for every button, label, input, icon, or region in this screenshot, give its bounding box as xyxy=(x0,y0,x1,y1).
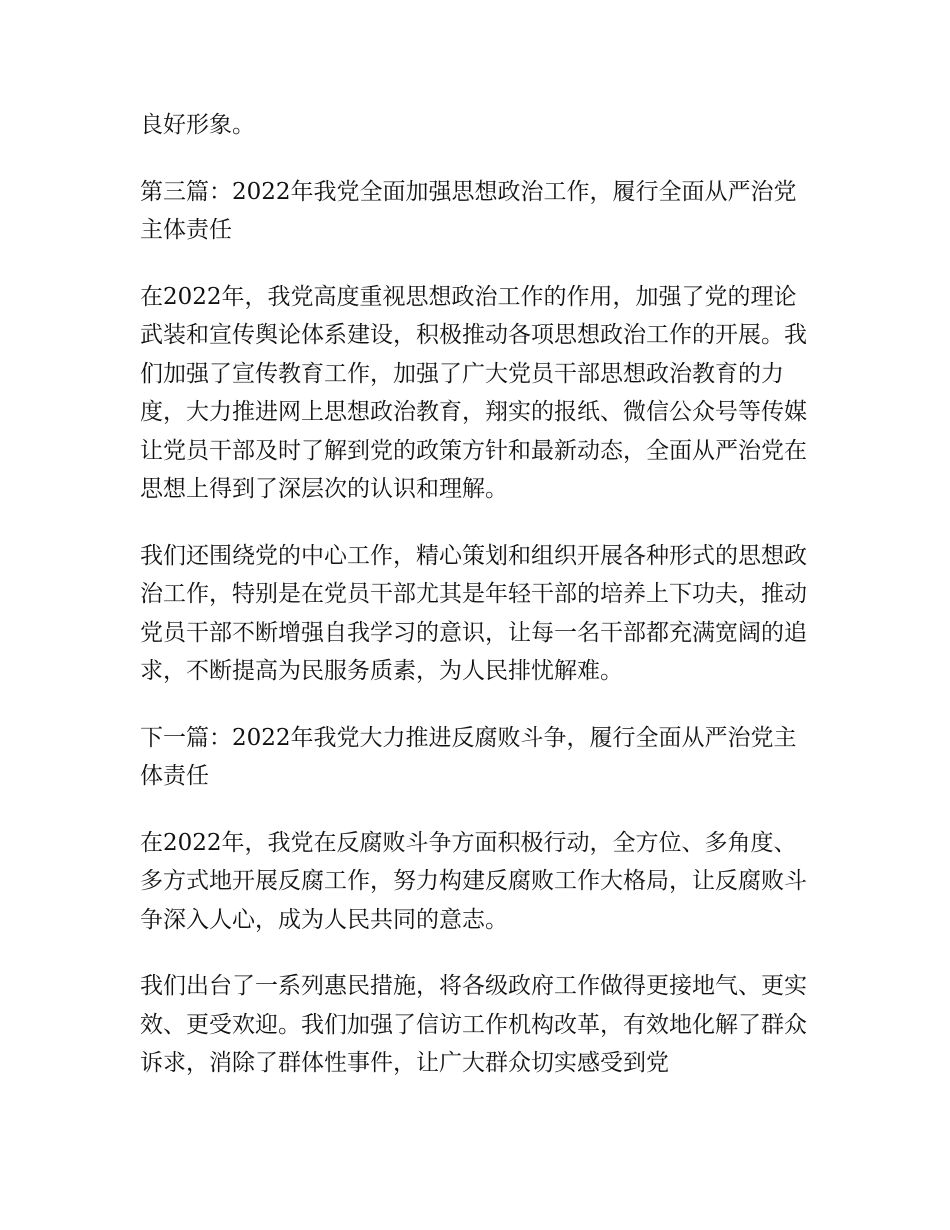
section-heading-third-article: 第三篇：2022年我党全面加强思想政治工作，履行全面从严治党主体责任 xyxy=(140,178,797,243)
paragraph-anti-corruption: 在2022年，我党在反腐败斗争方面积极行动，全方位、多角度、多方式地开展反腐工作，努力构建反腐败工作大格局，让反腐败斗争深入人心，成为人民共同的意志。 xyxy=(140,829,807,933)
paragraph-closing-fragment: 良好形象。 xyxy=(140,112,255,138)
paragraph-cadre-training: 我们还围绕党的中心工作，精心策划和组织开展各种形式的思想政治工作，特别是在党员干部尤其是年轻干部的培养上下功夫，推动党员干部不断增强自我学习的意识，让每一名干部都充满宽阔的追求，不断提高为民服务质素，为人民排忧解难。 xyxy=(140,542,807,684)
document-body xyxy=(140,106,815,1083)
paragraph-ideological-work: 在2022年，我党高度重视思想政治工作的作用，加强了党的理论武装和宣传舆论体系建设，积极推动各项思想政治工作的开展。我们加强了宣传教育工作，加强了广大党员干部思想政治教育的力度，大力推进网上思想政治教育，翔实的报纸、微信公众号等传媒让党员干部及时了解到党的政策方针和最新动态，全面从严治党在思想上得到了深层次的认识和理解。 xyxy=(140,283,807,502)
section-heading-next-article: 下一篇：2022年我党大力推进反腐败斗争，履行全面从严治党主体责任 xyxy=(140,724,797,789)
paragraph-public-measures: 我们出台了一系列惠民措施，将各级政府工作做得更接地气、更实效、更受欢迎。我们加强了信访工作机构改革，有效地化解了群众诉求，消除了群体性事件，让广大群众切实感受到党 xyxy=(140,973,807,1076)
